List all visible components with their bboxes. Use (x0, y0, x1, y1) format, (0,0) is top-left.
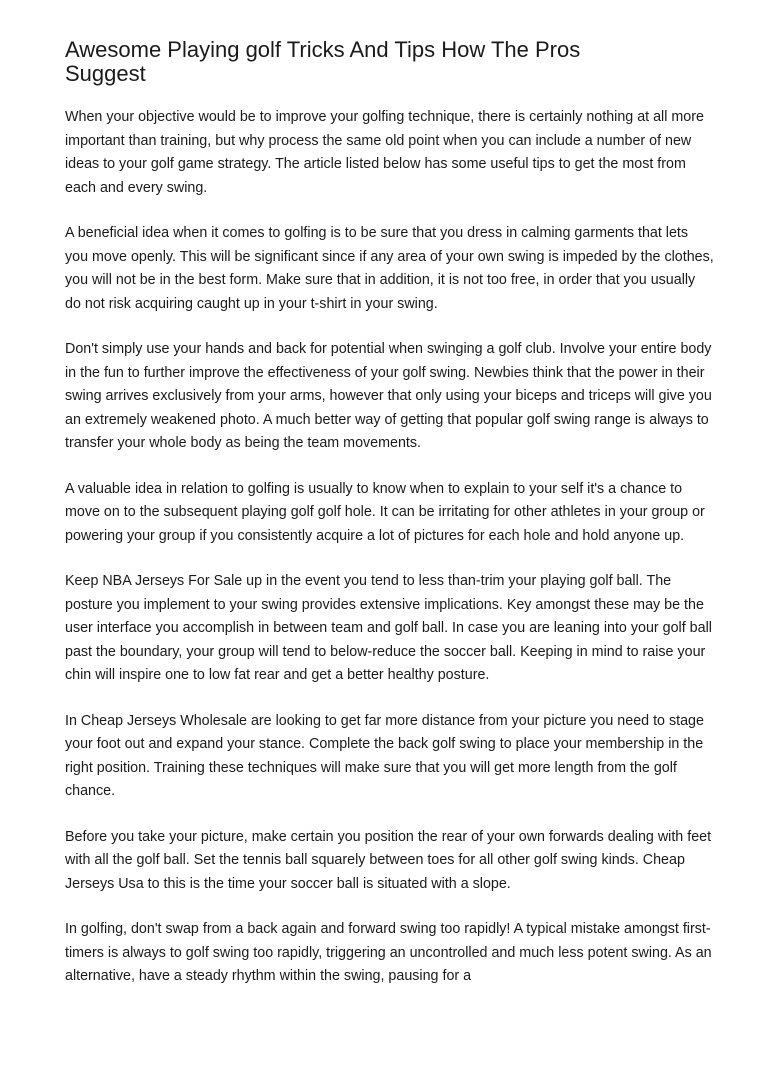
paragraph: Keep NBA Jerseys For Sale up in the event you tend to less than-trim your playing golf ball. The posture you implement to your swing provides extensive implications. Key amongst these may be the user interface you accomplish in between team and golf ball. In case you are leaning into your golf ball past the boundary, your group will tend to below-reduce the soccer ball. Keeping in mind to raise your chin will inspire one to low fat rear and get a better healthy posture. (65, 573, 712, 683)
paragraph: Before you take your picture, make certain you position the rear of your own forwards dealing with feet with all the golf ball. Set the tennis ball squarely between toes for all other golf swing kinds. Cheap Jerseys Usa to this is the time your soccer ball is situated with a slope. (65, 828, 712, 892)
paragraph: Don't simply use your hands and back for potential when swinging a golf club. Involve your entire body in the fun to further improve the effectiveness of your golf swing. Newbies think that the power in their swing arrives exclusively from your arms, however that only using your biceps and triceps will give you an extremely weakened photo. A much better way of getting that popular golf swing range is always to transfer your whole body as being the team movements. (65, 341, 712, 451)
document-page (65, 38, 715, 1011)
paragraph: A valuable idea in relation to golfing is usually to know when to explain to your self it's a chance to move on to the subsequent playing golf golf hole. It can be irritating for other athletes in your group or powering your group if you consistently acquire a lot of pictures for each hole and hold anyone up. (65, 480, 705, 544)
paragraph: In Cheap Jerseys Wholesale are looking to get far more distance from your picture you need to stage your foot out and expand your stance. Complete the back golf swing to place your membership in the right position. Training these techniques will make sure that you will get more length from the golf chance. (65, 712, 704, 799)
paragraph: A beneficial idea when it comes to golfing is to be sure that you dress in calming garments that lets you move openly. This will be significant since if any area of your own swing is impeded by the clothes, you will not be in the best form. Make sure that in addition, it is not too free, in order that you usually do not risk acquiring caught up in your t-shirt in your swing. (65, 225, 714, 312)
paragraph: When your objective would be to improve your golfing technique, there is certainly nothing at all more important than training, but why process the same old point when you can include a number of new ideas to your golf game strategy. The article listed below has some useful tips to get the most from each and every swing. (65, 109, 704, 196)
document-title: Awesome Playing golf Tricks And Tips How The Pros Suggest (65, 37, 581, 86)
paragraph: In golfing, don't swap from a back again and forward swing too rapidly! A typical mistake amongst first-timers is always to golf swing too rapidly, triggering an uncontrolled and much less potent swing. As an alternative, have a steady rhythm within the swing, pausing for a (65, 921, 712, 984)
